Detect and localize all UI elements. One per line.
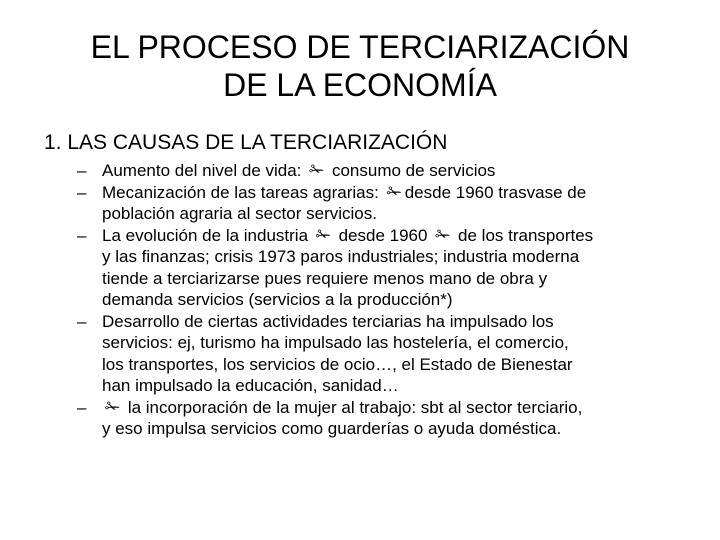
bullet-line: Desarrollo de ciertas actividades terciarias ha impulsado los (102, 311, 554, 331)
bullet-item-3 (77, 225, 687, 311)
title-line-2: DE LA ECONOMÍA (223, 67, 497, 103)
title-line-1: EL PROCESO DE TERCIARIZACIÓN (90, 29, 630, 65)
bullet-line: servicios: ej, turismo ha impulsado las hostelería, el comercio, (102, 333, 569, 352)
bullet-text: La evolución de la industria (102, 225, 309, 245)
section-heading: 1. LAS CAUSAS DE LA TERCIARIZACIÓN (44, 131, 448, 154)
dash-marker: – (77, 311, 87, 331)
scissors-icon: ✁ (315, 224, 331, 245)
scissors-icon: ✁ (309, 160, 325, 180)
dash-marker: – (77, 182, 87, 202)
scissors-icon: ✁ (386, 181, 402, 202)
bullet-item-5 (77, 397, 687, 440)
bullet-text: consumo de servicios (331, 161, 496, 180)
bullet-text: Mecanización de las tareas agrarias: (102, 182, 379, 202)
bullet-line: y las finanzas; crisis 1973 paros industriales; industria moderna (102, 247, 580, 266)
bullet-line: demanda servicios (servicios a la producción*) (102, 290, 453, 309)
bullet-line (102, 182, 687, 204)
bullet-line (102, 397, 687, 419)
bullet-item-2 (77, 182, 687, 225)
bullet-list (77, 160, 687, 440)
bullet-line: y eso impulsa servicios como guarderías o ayuda doméstica. (102, 419, 562, 438)
dash-marker: – (77, 225, 87, 245)
dash-marker: – (77, 397, 87, 417)
bullet-text: desde 1960 trasvase de (404, 182, 587, 202)
bullet-line: población agraria al sector servicios. (102, 204, 377, 223)
slide-title (20, 28, 700, 104)
scissors-icon: ✁ (435, 224, 451, 245)
bullet-line (102, 225, 687, 247)
bullet-text: de los transportes (458, 225, 594, 245)
bullet-text: Aumento del nivel de vida: (102, 161, 302, 180)
dash-marker: – (77, 161, 87, 180)
bullet-text: desde 1960 (338, 225, 428, 245)
scissors-icon: ✁ (105, 396, 121, 417)
bullet-item-4 (77, 311, 687, 397)
bullet-line: los transportes, los servicios de ocio…, el Estado de Bienestar (102, 354, 573, 374)
bullet-line (102, 160, 687, 182)
bullet-text: la incorporación de la mujer al trabajo: sbt al sector terciario, (127, 397, 583, 417)
bullet-item-1 (77, 160, 687, 182)
bullet-line: han impulsado la educación, sanidad… (102, 376, 399, 395)
bullet-line: tiende a terciarizarse pues requiere menos mano de obra y (102, 268, 548, 288)
